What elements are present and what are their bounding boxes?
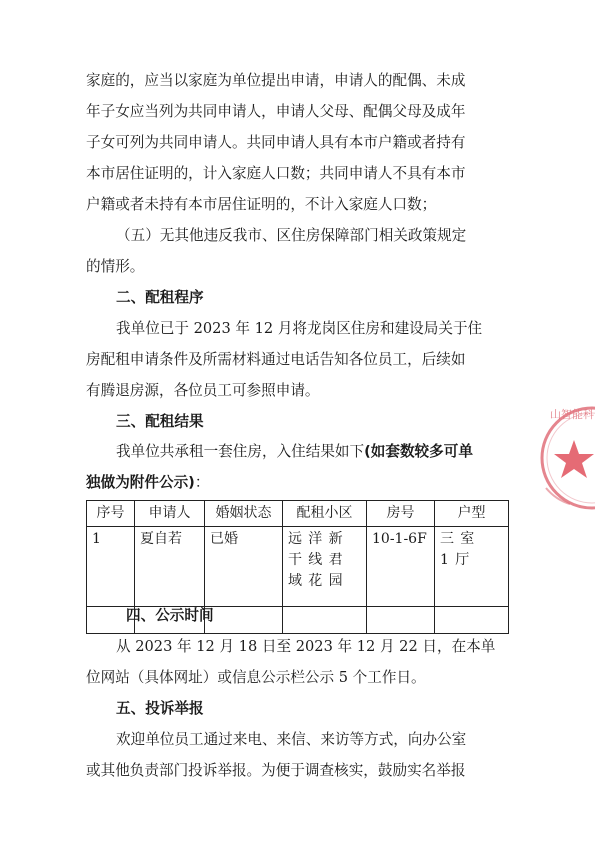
table-cell: 1 bbox=[87, 527, 135, 607]
table-cell: 三室 1厅 bbox=[435, 527, 509, 607]
section-heading-complaint: 五、投诉举报 bbox=[116, 700, 204, 717]
column-header: 序号 bbox=[87, 501, 135, 527]
paragraph-line: 或其他负责部门投诉举报。为便于调查核实，鼓励实名举报 bbox=[86, 762, 466, 779]
section-heading-time: 四、公示时间 bbox=[126, 607, 214, 624]
paragraph-line: 年子女应当列为共同申请人，申请人父母、配偶父母及成年 bbox=[86, 103, 466, 120]
section3-note: (如套数较多可单 bbox=[364, 443, 473, 460]
table-cell: 已婚 bbox=[205, 527, 283, 607]
table-header-row bbox=[87, 501, 509, 527]
section3-line2 bbox=[86, 473, 506, 493]
column-header: 配租小区 bbox=[283, 501, 367, 527]
paragraph-line: 本市居住证明的，计入家庭人口数；共同申请人不具有本市 bbox=[86, 165, 466, 182]
column-header: 房号 bbox=[367, 501, 435, 527]
column-header: 户型 bbox=[435, 501, 509, 527]
table-cell: 10-1-6F bbox=[367, 527, 435, 607]
table-cell: 远洋新干线君域花园 bbox=[283, 527, 367, 607]
section3-colon: ： bbox=[194, 474, 210, 491]
column-header: 申请人 bbox=[135, 501, 205, 527]
table-cell: 夏自若 bbox=[135, 527, 205, 607]
svg-text:山智能科: 山智能科 bbox=[550, 408, 594, 421]
section-heading-result: 三、配租结果 bbox=[116, 413, 204, 430]
paragraph-line: 子女可列为共同申请人。共同申请人具有本市户籍或者持有 bbox=[86, 134, 466, 151]
section3-line1 bbox=[116, 442, 536, 462]
paragraph-line: 我单位已于 2023 年 12 月将龙岗区住房和建设局关于住 bbox=[116, 320, 483, 337]
paragraph-line: 有腾退房源，各位员工可参照申请。 bbox=[86, 382, 320, 399]
paragraph-line: （五）无其他违反我市、区住房保障部门相关政策规定 bbox=[116, 227, 467, 244]
paragraph-line: 欢迎单位员工通过来电、来信、来访等方式，向办公室 bbox=[116, 731, 467, 748]
section3-text: 我单位共承租一套住房，入住结果如下 bbox=[116, 443, 365, 460]
table-row bbox=[87, 527, 509, 607]
seal-stamp-icon bbox=[532, 398, 595, 516]
section-heading-procedure: 二、配租程序 bbox=[116, 289, 204, 306]
section3-note-cont: 独做为附件公示) bbox=[86, 474, 195, 491]
paragraph-line: 户籍或者未持有本市居住证明的，不计入家庭人口数； bbox=[86, 196, 437, 213]
paragraph-line: 位网站（具体网址）或信息公示栏公示 5 个工作日。 bbox=[86, 669, 426, 686]
paragraph-line: 房配租申请条件及所需材料通过电话告知各位员工，后续如 bbox=[86, 351, 466, 368]
column-header: 婚姻状态 bbox=[205, 501, 283, 527]
paragraph-line: 的情形。 bbox=[86, 258, 145, 275]
paragraph-line: 家庭的，应当以家庭为单位提出申请，申请人的配偶、未成 bbox=[86, 72, 466, 89]
official-seal bbox=[532, 398, 595, 516]
paragraph-line: 从 2023 年 12 月 18 日至 2023 年 12 月 22 日，在本单 bbox=[116, 638, 496, 655]
